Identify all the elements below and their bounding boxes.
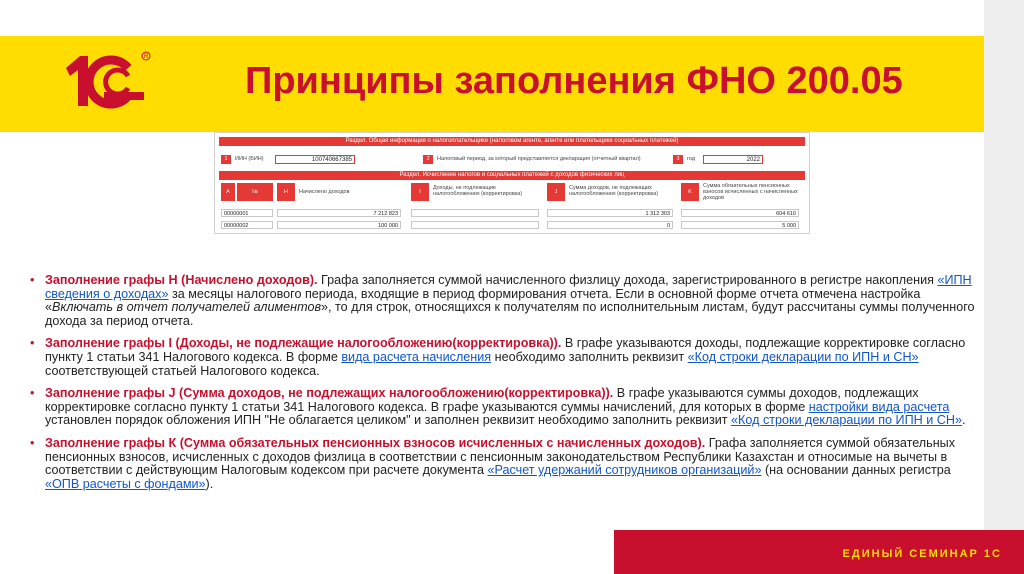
row-k: 604 610 — [681, 209, 799, 217]
col-no: № — [237, 183, 273, 201]
quarter-label: год — [687, 156, 696, 162]
col-h-label: Начислено доходов — [299, 189, 350, 195]
col-j: J — [547, 183, 565, 201]
1c-logo-icon — [58, 48, 154, 114]
quarter-num: 3 — [673, 155, 683, 164]
col-j-label: Сумма доходов, не подлежащих налогообложению (корректировка) — [569, 185, 659, 197]
row-j: 0 — [547, 221, 673, 229]
period-label: Налоговый период, за который представляется декларация (отчетный квартал) — [437, 156, 641, 162]
bullet-text: необходимо заполнить реквизит — [491, 349, 688, 364]
row-no: 00000002 — [221, 221, 273, 229]
col-h: H — [277, 183, 295, 201]
declaration-line-code-link[interactable]: «Код строки декларации по ИПН и СН» — [731, 413, 962, 428]
page-title: Принципы заполнения ФНО 200.05 — [245, 60, 903, 102]
calc-type-settings-link[interactable]: настройки вида расчета — [808, 399, 950, 414]
bullet-icon: • — [30, 336, 35, 351]
bullet-icon: • — [30, 435, 35, 450]
col-k-label: Сумма обязательных пенсионных взносов исчисленных с начисленных доходов — [703, 183, 798, 201]
row-i — [411, 221, 539, 229]
bullet-heading: Заполнение графы К (Сумма обязательных пенсионных взносов исчисленных с начисленных доходов). — [45, 435, 706, 450]
svg-text:R: R — [144, 54, 149, 60]
bullet-text: Графа заполняется суммой начисленного физлицу дохода, зарегистрированного в регистре накопления — [317, 273, 938, 287]
declaration-line-code-link[interactable]: «Код строки декларации по ИПН и СН» — [687, 349, 919, 364]
ipn-income-register-link[interactable]: «ИПН сведения о доходах» — [45, 273, 972, 301]
bullet-item — [30, 337, 988, 378]
iin-value: 100740667385 — [275, 155, 355, 164]
iin-label: ИИН (БИН) — [235, 156, 264, 162]
bullet-item — [30, 387, 988, 428]
row-j: 1 312 303 — [547, 209, 673, 217]
year-value: 2022 — [703, 155, 763, 164]
col-k: K — [681, 183, 699, 201]
form-header-calc: Раздел. Исчисление налогов и социальных платежей с доходов физических лиц — [219, 171, 805, 180]
row-i — [411, 209, 539, 217]
side-strip — [984, 0, 1024, 574]
employee-deductions-doc-link[interactable]: «Расчет удержаний сотрудников организаций» — [487, 463, 762, 478]
row-h: 7 212 823 — [277, 209, 401, 217]
bullet-item — [30, 437, 988, 491]
col-i: I — [411, 183, 429, 201]
col-a: A — [221, 183, 235, 201]
bullet-text: . — [961, 413, 966, 428]
alimony-setting-name: Включать в отчет получателей алиментов — [52, 300, 322, 315]
bullet-text: ). — [205, 476, 214, 491]
row-k: 5 000 — [681, 221, 799, 229]
bullet-list — [30, 274, 988, 500]
bullet-icon: • — [30, 273, 35, 287]
bullet-text: установлен порядок обложения ИПН "Не облагается целиком" и заполнен реквизит необходимо заполнить реквизит — [45, 413, 732, 428]
row-h: 100 000 — [277, 221, 401, 229]
opv-funds-register-link[interactable]: «ОПВ расчеты с фондами» — [45, 476, 206, 491]
bullet-icon: • — [30, 386, 35, 401]
form-header-general: Раздел. Общая информация о налогоплательщике (налоговом агенте, агенте или плательщике социальных платежей) — [219, 137, 805, 146]
col-i-label: Доходы, не подлежащие налогообложению (корректировка) — [433, 185, 523, 197]
bullet-text: соответствующей статьей Налогового кодекса. — [45, 363, 320, 378]
bullet-item — [30, 274, 988, 328]
footer-caption: ЕДИНЫЙ СЕМИНАР 1С — [842, 548, 1002, 560]
bullet-text: за месяцы налогового периода, входящие в период формирования отчета. Если в основной форме отчета отмечена настройка « — [45, 286, 921, 315]
bullet-text: », то для строк, относящихся к получателям по исполнительным листам, будут рассчитаны суммы полученного дохода за период отчета. — [45, 300, 975, 328]
period-num: 2 — [423, 155, 433, 164]
bullet-text: (на основании данных регистра — [761, 463, 951, 478]
bullet-heading: Заполнение графы J (Сумма доходов, не подлежащих налогообложению(корректировка)). — [45, 386, 614, 401]
bullet-heading: Заполнение графы H (Начислено доходов). — [45, 273, 318, 287]
row-no: 00000001 — [221, 209, 273, 217]
iin-num: 1 — [221, 155, 231, 164]
accrual-type-link[interactable]: вида расчета начисления — [341, 349, 492, 364]
form-preview — [214, 132, 810, 234]
bullet-heading: Заполнение графы I (Доходы, не подлежащие налогообложению(корректировка)). — [45, 336, 562, 351]
bullet-text: Графа заполняется суммой обязательных пенсионных взносов, исчисленных с доходов физлица в соответствии с пенсионным законодательством Республики Казахстан и относимые на вычеты в соответствии с действующим Налоговым кодексом при расчете документа — [45, 435, 956, 478]
bullet-text: В графе указываются доходы, подлежащие корректировке согласно пункту 1 статьи 341 Налогового кодекса. В форме — [45, 336, 966, 364]
bullet-text: В графе указываются суммы доходов, подлежащих корректировке согласно пункту 1 статьи 341 Налогового кодекса. В графе указываются суммы начислений, для которых в форме — [45, 386, 919, 414]
